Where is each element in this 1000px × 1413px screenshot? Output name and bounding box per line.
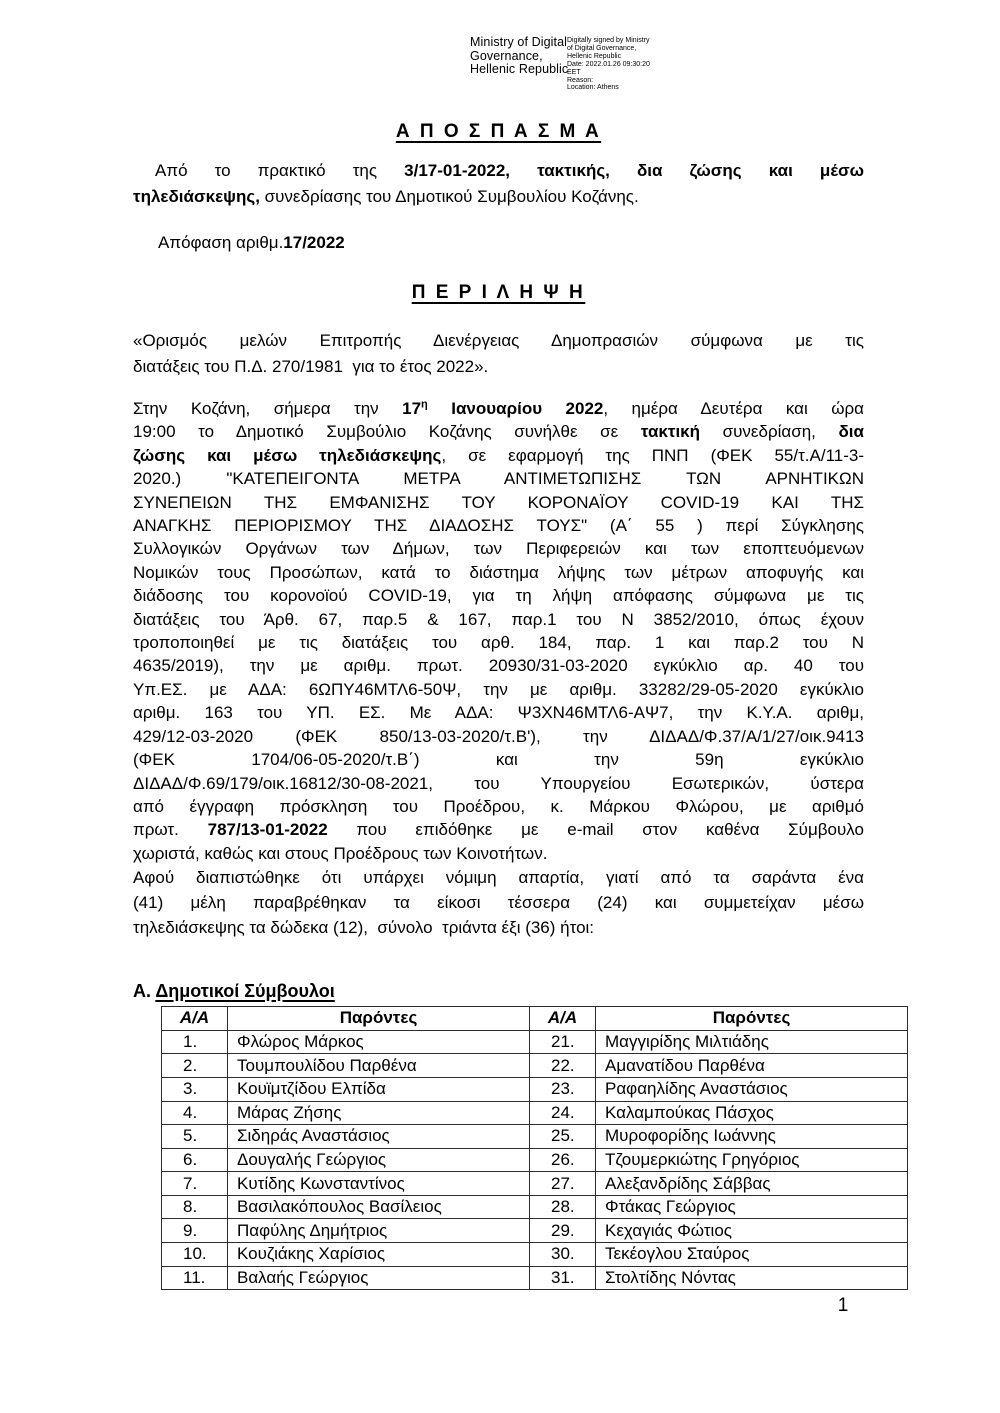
row-number-cell: 25. bbox=[530, 1125, 596, 1149]
text-run: τακτική bbox=[640, 422, 701, 442]
attendees-table bbox=[161, 1006, 908, 1290]
text-run: Ιανουαρίου 2022 bbox=[427, 399, 604, 418]
row-number-cell: 30. bbox=[530, 1243, 596, 1267]
text-line bbox=[133, 491, 864, 514]
table-row bbox=[162, 1101, 908, 1125]
text-run: 19:00 το Δημοτικό Συμβούλιο Κοζάνης συνήλθε σε bbox=[133, 422, 641, 442]
text-run: 787/13-01-2022 bbox=[207, 820, 328, 840]
text-line bbox=[133, 328, 864, 354]
row-number-cell: 1. bbox=[162, 1030, 228, 1054]
decision-label: Απόφαση αριθμ. bbox=[158, 233, 284, 252]
text-line bbox=[133, 842, 864, 865]
decision-number-line bbox=[133, 230, 864, 256]
text-run: Στην Κοζάνη, σήμερα την bbox=[133, 399, 403, 418]
row-number-cell: 28. bbox=[530, 1195, 596, 1219]
row-number-cell: 9. bbox=[162, 1219, 228, 1243]
text-run: Συλλογικών Οργάνων των Δήμων, των Περιφερειών και των εποπτευόμενων bbox=[133, 539, 864, 559]
attendee-name-cell: Κεχαγιάς Φώτιος bbox=[596, 1219, 908, 1243]
text-run: ΣΥΝΕΠΕΙΩΝ ΤΗΣ ΕΜΦΑΝΙΣΗΣ ΤΟΥ ΚΟΡΟΝΑΪΟΥ COVID-19 ΚΑΙ ΤΗΣ bbox=[133, 492, 864, 512]
attendee-name-cell: Κυτίδης Κωνσταντίνος bbox=[228, 1172, 530, 1196]
text-run: (ΦΕΚ 1704/06-05-2020/τ.Β΄) και την 59η εγκύκλιο bbox=[133, 750, 864, 770]
text-line bbox=[133, 608, 864, 631]
row-number-cell: 5. bbox=[162, 1125, 228, 1149]
row-number-cell: 10. bbox=[162, 1243, 228, 1267]
row-number-cell: 2. bbox=[162, 1054, 228, 1078]
column-header-aa-left: Α/Α bbox=[162, 1007, 228, 1031]
text-line bbox=[133, 631, 864, 654]
table-row bbox=[162, 1030, 908, 1054]
document-body bbox=[133, 0, 864, 1290]
attendee-name-cell: Καλαμπούκας Πάσχος bbox=[596, 1101, 908, 1125]
text-run: Αφού διαπιστώθηκε ότι υπάρχει νόμιμη απαρτία, γιατί από τα σαράντα ένα bbox=[133, 868, 864, 888]
text-run: , ημέρα Δευτέρα και ώρα bbox=[603, 399, 864, 418]
text-line bbox=[133, 184, 864, 210]
table-row bbox=[162, 1219, 908, 1243]
table-row bbox=[162, 1054, 908, 1078]
text-line: EET bbox=[567, 68, 581, 76]
attendee-name-cell: Μάρας Ζήσης bbox=[228, 1101, 530, 1125]
table-row bbox=[162, 1125, 908, 1149]
attendee-name-cell: Τεκέογλου Σταύρος bbox=[596, 1243, 908, 1267]
text-run: τηλεδιάσκεψης τα δώδεκα (12), σύνολο τριάντα έξι (36) ήτοι: bbox=[133, 918, 595, 938]
text-run: συνεδρίαση, bbox=[700, 422, 839, 442]
text-line bbox=[133, 725, 864, 748]
text-run: 3/17-01-2022, τακτικής, δια ζώσης και μέσω bbox=[404, 161, 864, 180]
text-run: ΑΝΑΓΚΗΣ ΠΕΡΙΟΡΙΣΜΟΥ ΤΗΣ ΔΙΑΔΟΣΗΣ ΤΟΥΣ" (Α΄ 55 ) περί Σύγκλησης bbox=[133, 516, 864, 536]
attendee-name-cell: Τζουμερκιώτης Γρηγόριος bbox=[596, 1148, 908, 1172]
text-run: 17 bbox=[402, 399, 422, 418]
text-line bbox=[133, 915, 864, 940]
text-line bbox=[133, 748, 864, 771]
attendee-name-cell: Βαλαής Γεώργιος bbox=[228, 1266, 530, 1290]
text-line bbox=[133, 514, 864, 537]
text-line bbox=[133, 444, 864, 467]
row-number-cell: 21. bbox=[530, 1030, 596, 1054]
table-header-row bbox=[162, 1007, 908, 1031]
text-line: Governance, bbox=[470, 48, 543, 63]
text-run: , σε εφαρμογή της ΠΝΠ (ΦΕΚ 55/τ.Α/11-3- bbox=[441, 445, 865, 465]
row-number-cell: 26. bbox=[530, 1148, 596, 1172]
text-line: Hellenic Republic bbox=[470, 62, 569, 76]
text-line bbox=[133, 795, 864, 818]
table-row bbox=[162, 1172, 908, 1196]
row-number-cell: 24. bbox=[530, 1101, 596, 1125]
row-number-cell: 3. bbox=[162, 1077, 228, 1101]
row-number-cell: 6. bbox=[162, 1148, 228, 1172]
table-row bbox=[162, 1077, 908, 1101]
text-run: «Ορισμός μελών Επιτροπής Διενέργειας Δημοπρασιών σύμφωνα με τις bbox=[133, 331, 864, 350]
table-row bbox=[162, 1243, 908, 1267]
text-run: 2020.) "ΚΑΤΕΠΕΙΓΟΝΤΑ ΜΕΤΡΑ ΑΝΤΙΜΕΤΩΠΙΣΗΣ ΤΩΝ ΑΡΝΗΤΙΚΩΝ bbox=[133, 469, 864, 489]
section-prefix: Α. bbox=[133, 981, 156, 1002]
text-line bbox=[133, 818, 864, 841]
text-line: Ministry of Digital bbox=[470, 35, 568, 49]
text-run: που επιδόθηκε με e-mail στον καθένα Σύμβουλο bbox=[327, 820, 865, 840]
attendee-name-cell: Βασιλακόπουλος Βασίλειος bbox=[228, 1195, 530, 1219]
summary-paragraph bbox=[133, 328, 864, 380]
text-line bbox=[133, 354, 864, 380]
text-run: τροποποιηθεί με τις διατάξεις του αρθ. 184, παρ. 1 και παρ.2 του Ν bbox=[133, 633, 864, 653]
attendee-name-cell: Κουζιάκης Χαρίσιος bbox=[228, 1243, 530, 1267]
text-run: διατάξεις του Π.Δ. 270/1981 για το έτος 2022». bbox=[133, 357, 489, 376]
table-row bbox=[162, 1266, 908, 1290]
decision-number: 17/2022 bbox=[283, 233, 345, 252]
summary-heading: Π Ε Ρ Ι Λ Η Ψ Η bbox=[411, 282, 586, 303]
text-run: τηλεδιάσκεψης, bbox=[133, 187, 260, 206]
text-line bbox=[133, 537, 864, 560]
text-run: (41) μέλη παραβρέθηκαν τα είκοσι τέσσερα (24) και συμμετείχαν μέσω bbox=[133, 893, 864, 913]
text-run: ΔΙΔΑΔ/Φ.69/179/οικ.16812/30-08-2021, του Υπουργείου Εσωτερικών, ύστερα bbox=[133, 773, 864, 793]
text-run: Νομικών τους Προσώπων, κατά το διάστημα λήψης των μέτρων αποφυγής και bbox=[133, 562, 864, 582]
row-number-cell: 22. bbox=[530, 1054, 596, 1078]
section-title: Δημοτικοί Σύμβουλοι bbox=[155, 981, 335, 1002]
text-run: διατάξεις του Άρθ. 67, παρ.5 & 167, παρ.1 του Ν 3852/2010, όπως έχουν bbox=[133, 609, 864, 629]
column-header-present-left: Παρόντες bbox=[228, 1007, 530, 1031]
attendee-name-cell: Παφύλης Δημήτριος bbox=[228, 1219, 530, 1243]
text-run: Υπ.ΕΣ. με ΑΔΑ: 6ΩΠΥ46ΜΤΛ6-50Ψ, την με αριθμ. 33282/29-05-2020 εγκύκλιο bbox=[133, 679, 864, 699]
text-line bbox=[133, 561, 864, 584]
section-heading-councilors bbox=[133, 981, 864, 1002]
attendee-name-cell: Φτάκας Γεώργιος bbox=[596, 1195, 908, 1219]
text-line: Reason: bbox=[567, 76, 594, 84]
text-line: Digitally signed by Ministry bbox=[567, 37, 650, 44]
text-run: η bbox=[421, 398, 428, 411]
attendee-name-cell: Στολτίδης Νόντας bbox=[596, 1266, 908, 1290]
text-run: από έγγραφη πρόσκληση του Προέδρου, κ. Μάρκου Φλώρου, με αριθμό bbox=[133, 796, 864, 816]
attendee-name-cell: Ραφαηλίδης Αναστάσιος bbox=[596, 1077, 908, 1101]
text-line bbox=[133, 420, 864, 443]
session-details-paragraph bbox=[133, 397, 864, 865]
row-number-cell: 27. bbox=[530, 1172, 596, 1196]
table-row bbox=[162, 1195, 908, 1219]
text-line bbox=[133, 890, 864, 915]
column-header-aa-right: Α/Α bbox=[530, 1007, 596, 1031]
attendee-name-cell: Τουμπουλίδου Παρθένα bbox=[228, 1054, 530, 1078]
row-number-cell: 7. bbox=[162, 1172, 228, 1196]
attendee-name-cell: Αμανατίδου Παρθένα bbox=[596, 1054, 908, 1078]
quorum-paragraph bbox=[133, 865, 864, 940]
text-line bbox=[133, 865, 864, 890]
text-run: ζώσης και μέσω τηλεδιάσκεψης bbox=[133, 445, 442, 465]
column-header-present-right: Παρόντες bbox=[596, 1007, 908, 1031]
text-run: 4635/2019), την με αριθμ. πρωτ. 20930/31-03-2020 εγκύκλιο αρ. 40 του bbox=[133, 656, 864, 676]
attendee-name-cell: Φλώρος Μάρκος bbox=[228, 1030, 530, 1054]
row-number-cell: 8. bbox=[162, 1195, 228, 1219]
text-line: Location: Athens bbox=[567, 84, 619, 92]
attendee-name-cell: Μυροφορίδης Ιωάννης bbox=[596, 1125, 908, 1149]
text-run: χωριστά, καθώς και στους Προέδρους των Κοινοτήτων. bbox=[133, 843, 548, 863]
attendee-name-cell: Μαγγιρίδης Μιλτιάδης bbox=[596, 1030, 908, 1054]
text-line bbox=[133, 772, 864, 795]
text-line: of Digital Governance, bbox=[567, 44, 637, 52]
text-run: δια bbox=[838, 422, 864, 442]
row-number-cell: 11. bbox=[162, 1266, 228, 1290]
text-line bbox=[133, 467, 864, 490]
text-line bbox=[133, 678, 864, 701]
text-line bbox=[133, 654, 864, 677]
table-row bbox=[162, 1148, 908, 1172]
text-line bbox=[133, 584, 864, 607]
text-line: Date: 2022.01.26 09:30:20 bbox=[567, 60, 650, 68]
row-number-cell: 31. bbox=[530, 1266, 596, 1290]
attendee-name-cell: Σιδηράς Αναστάσιος bbox=[228, 1125, 530, 1149]
text-run: αριθμ. 163 του ΥΠ. ΕΣ. Με ΑΔΑ: Ψ3ΧΝ46ΜΤΛ6-ΑΨ7, την Κ.Υ.Α. αριθμ, bbox=[133, 703, 864, 723]
text-run: συνεδρίασης του Δημοτικού Συμβουλίου Κοζάνης. bbox=[259, 187, 639, 206]
text-run: διάδοσης του κορονοϊού COVID-19, για τη λήψη απόφασης σύμφωνα με τις bbox=[133, 586, 864, 606]
text-line bbox=[133, 701, 864, 724]
row-number-cell: 23. bbox=[530, 1077, 596, 1101]
attendee-name-cell: Δουγαλής Γεώργιος bbox=[228, 1148, 530, 1172]
text-run: 429/12-03-2020 (ΦΕΚ 850/13-03-2020/τ.Β'), την ΔΙΔΑΔ/Φ.37/Α/1/27/οικ.9413 bbox=[133, 726, 864, 746]
text-run: Από το πρακτικό της bbox=[155, 161, 405, 180]
text-run: πρωτ. bbox=[133, 820, 208, 840]
attendee-name-cell: Αλεξανδρίδης Σάββας bbox=[596, 1172, 908, 1196]
document-title: Α Π Ο Σ Π Α Σ Μ Α bbox=[395, 121, 602, 142]
attendee-name-cell: Κουϊμτζίδου Ελπίδα bbox=[228, 1077, 530, 1101]
row-number-cell: 4. bbox=[162, 1101, 228, 1125]
intro-paragraph bbox=[133, 158, 864, 210]
text-line bbox=[133, 158, 864, 184]
page-number: 1 bbox=[837, 1295, 849, 1316]
text-line bbox=[133, 397, 864, 420]
text-line: Hellenic Republic bbox=[567, 52, 622, 60]
row-number-cell: 29. bbox=[530, 1219, 596, 1243]
